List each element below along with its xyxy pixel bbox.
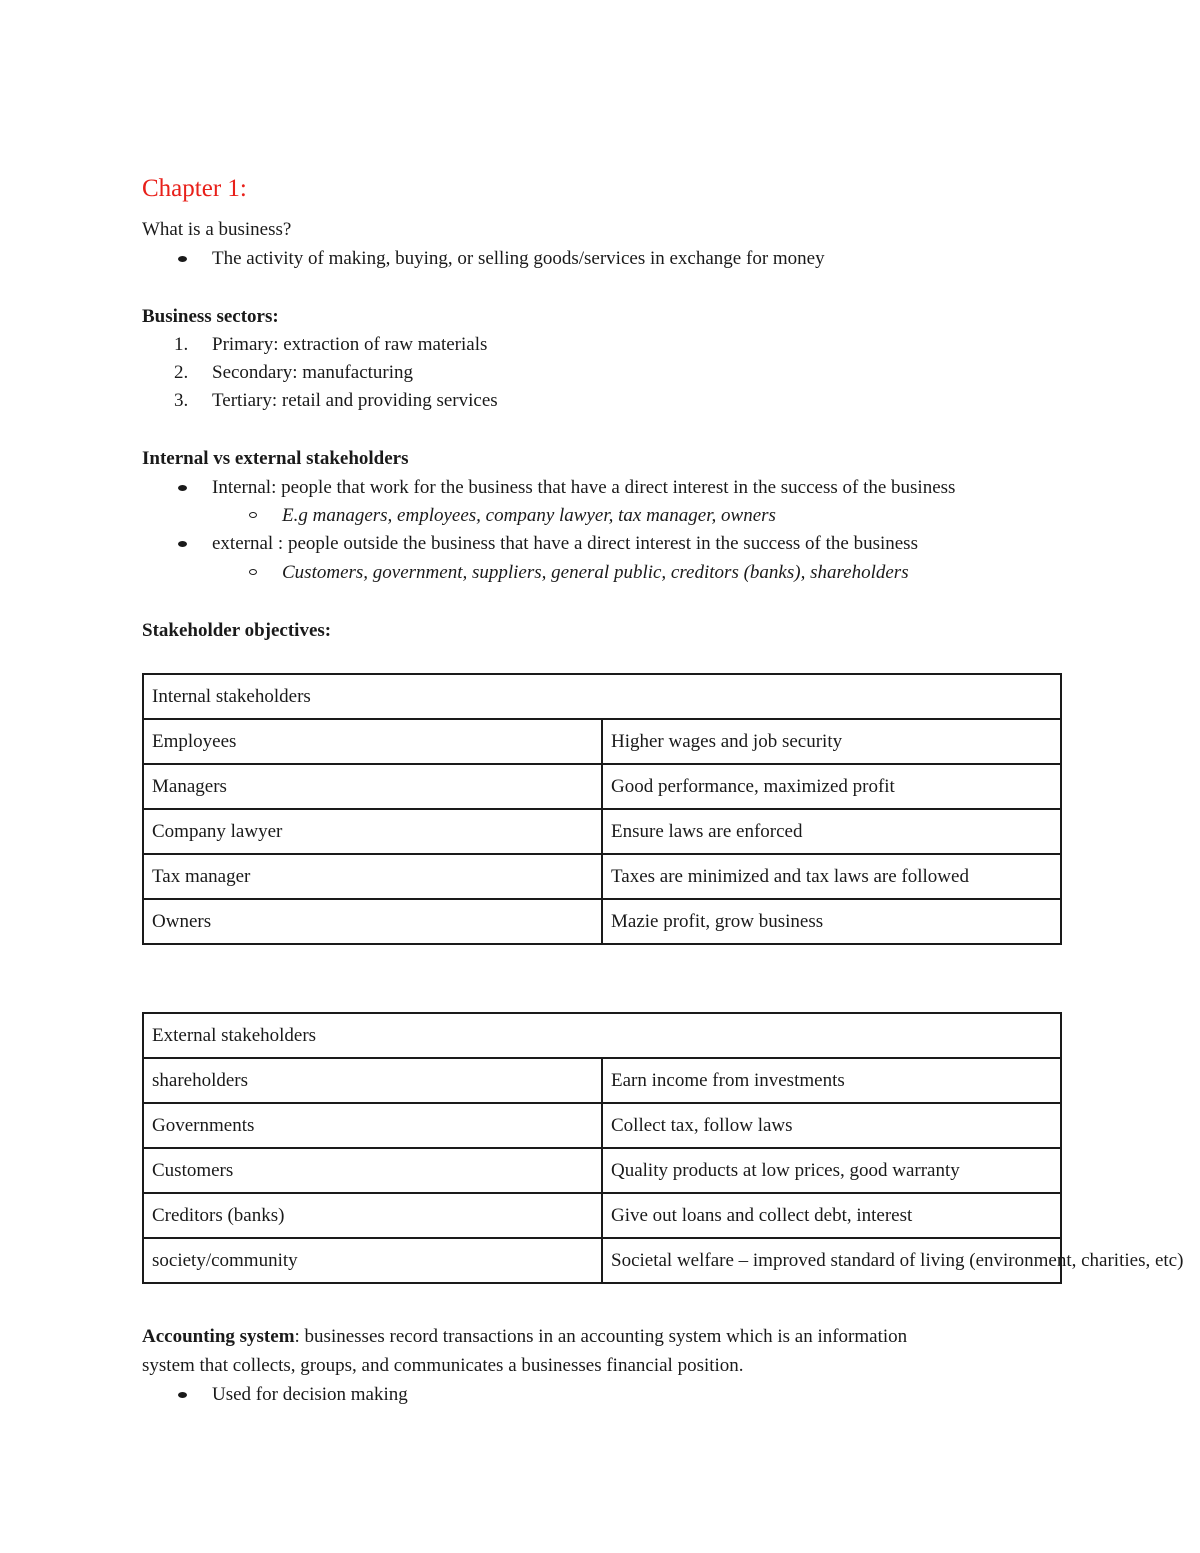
list-item — [142, 559, 1062, 587]
table-header-row — [143, 674, 1061, 719]
objectives-heading: Stakeholder objectives: — [142, 620, 332, 641]
objective-cell: Good performance, maximized profit — [602, 764, 1061, 809]
table-header-row — [143, 1013, 1061, 1058]
list-item — [142, 359, 1062, 387]
objective-cell: Earn income from investments — [602, 1058, 1061, 1103]
bullet-icon — [178, 541, 187, 547]
table-row — [143, 1193, 1061, 1238]
internal-examples: E.g managers, employees, company lawyer, tax manager, owners — [282, 505, 776, 526]
sectors-heading: Business sectors: — [142, 306, 279, 327]
table-row — [143, 899, 1061, 944]
table-row — [143, 1148, 1061, 1193]
internal-stakeholders-table — [142, 673, 1062, 945]
stakeholder-cell: Company lawyer — [143, 809, 602, 854]
objective-cell: Mazie profit, grow business — [602, 899, 1061, 944]
list-number: 2. — [174, 362, 189, 383]
stakeholder-cell: society/community — [143, 1238, 602, 1283]
external-definition: external : people outside the business that have a direct interest in the success of the business — [212, 533, 918, 554]
accounting-paragraph-line1 — [142, 1323, 907, 1351]
stakeholder-cell: Tax manager — [143, 854, 602, 899]
sector-secondary: Secondary: manufacturing — [212, 362, 414, 383]
stakeholder-cell: Managers — [143, 764, 602, 809]
sub-bullet-icon — [249, 569, 257, 575]
table-row — [143, 764, 1061, 809]
table-row — [143, 854, 1061, 899]
list-number: 3. — [174, 390, 189, 411]
list-item — [142, 530, 1062, 558]
accounting-term: Accounting system — [142, 1326, 295, 1347]
list-item — [142, 1381, 1062, 1409]
list-item — [142, 245, 1062, 273]
stakeholder-cell: Owners — [143, 899, 602, 944]
bullet-icon — [178, 485, 187, 491]
table-row — [143, 719, 1061, 764]
external-examples: Customers, government, suppliers, general public, creditors (banks), shareholders — [282, 562, 909, 583]
list-item — [142, 474, 1062, 502]
stakeholder-cell: shareholders — [143, 1058, 602, 1103]
accounting-text-2: system that collects, groups, and communicates a businesses financial position. — [142, 1355, 744, 1376]
table-row — [143, 809, 1061, 854]
stakeholder-cell: Customers — [143, 1148, 602, 1193]
list-item — [142, 387, 1062, 415]
external-stakeholders-table — [142, 1012, 1184, 1284]
table-row — [143, 1238, 1061, 1283]
accounting-bullet: Used for decision making — [212, 1384, 408, 1405]
stakeholder-cell: Governments — [143, 1103, 602, 1148]
sector-tertiary: Tertiary: retail and providing services — [212, 390, 498, 411]
objective-cell: Higher wages and job security — [602, 719, 1061, 764]
bullet-icon — [178, 1392, 187, 1398]
chapter-title: Chapter 1: — [142, 175, 247, 202]
objective-cell: Taxes are minimized and tax laws are followed — [602, 854, 1061, 899]
sub-bullet-icon — [249, 512, 257, 518]
table-header: External stakeholders — [143, 1013, 1061, 1058]
objective-cell: Ensure laws are enforced — [602, 809, 1061, 854]
objective-cell: Societal welfare – improved standard of living (environment, charities, etc) — [602, 1238, 1061, 1283]
list-number: 1. — [174, 334, 189, 355]
list-item — [142, 331, 1062, 359]
bullet-icon — [178, 256, 187, 262]
business-question: What is a business? — [142, 219, 292, 240]
table-row — [143, 1103, 1061, 1148]
stakeholder-cell: Creditors (banks) — [143, 1193, 602, 1238]
objective-cell: Quality products at low prices, good warranty — [602, 1148, 1061, 1193]
list-item — [142, 502, 1062, 530]
business-definition: The activity of making, buying, or selling goods/services in exchange for money — [212, 248, 825, 269]
table-row — [143, 1058, 1061, 1103]
table-header: Internal stakeholders — [143, 674, 1061, 719]
stakeholders-heading: Internal vs external stakeholders — [142, 448, 409, 469]
stakeholder-cell: Employees — [143, 719, 602, 764]
accounting-text-1: : businesses record transactions in an accounting system which is an information — [294, 1326, 908, 1347]
internal-definition: Internal: people that work for the business that have a direct interest in the success of the business — [212, 477, 956, 498]
objective-cell: Collect tax, follow laws — [602, 1103, 1061, 1148]
sector-primary: Primary: extraction of raw materials — [212, 334, 488, 355]
objective-cell: Give out loans and collect debt, interest — [602, 1193, 1061, 1238]
